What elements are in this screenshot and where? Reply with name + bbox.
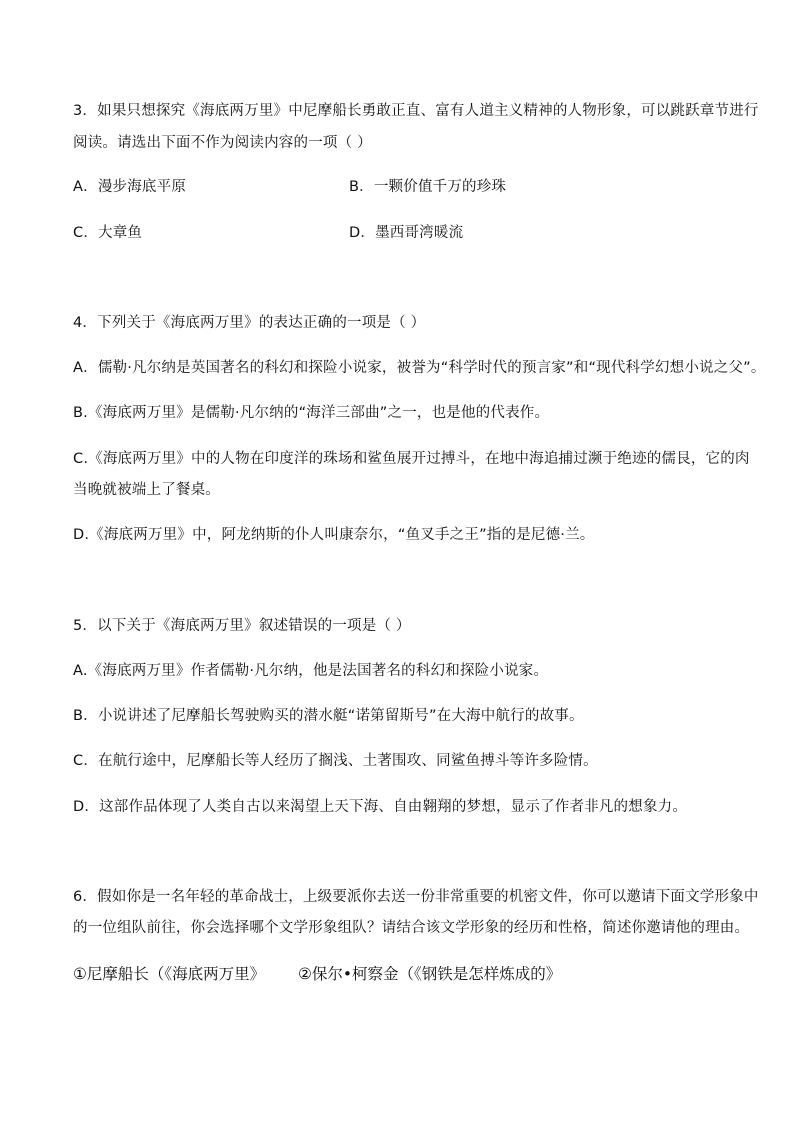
q4-option-a: A．儒勒·凡尔纳是英国著名的科幻和探险小说家，被誉为“科学时代的预言家”和“现代科学幻想小说之父”。 <box>73 360 766 376</box>
q4-option-c-line1: C.《海底两万里》中的人物在印度洋的珠场和鲨鱼展开过搏斗，在地中海追捕过濒于绝迹的儒艮，它的肉 <box>73 451 750 467</box>
q4-stem: 4．下列关于《海底两万里》的表达正确的一项是（ ） <box>73 315 426 331</box>
q3-option-a: A．漫步海底平原 <box>73 179 187 195</box>
q3-option-b: B．一颗价值千万的珍珠 <box>349 179 507 195</box>
q5-option-d: D．这部作品体现了人类自古以来渴望上天下海、自由翱翔的梦想，显示了作者非凡的想象力。 <box>73 799 688 815</box>
q3-stem-line1: 3．如果只想探究《海底两万里》中尼摩船长勇敢正直、富有人道主义精神的人物形象，可以跳跃章节进行 <box>73 103 759 119</box>
q5-option-a: A.《海底两万里》作者儒勒·凡尔纳，他是法国著名的科幻和探险小说家。 <box>73 663 549 679</box>
q3-option-d: D．墨西哥湾暖流 <box>349 225 464 241</box>
q5-option-b: B．小说讲述了尼摩船长驾驶购买的潜水艇“诺第留斯号”在大海中航行的故事。 <box>73 708 584 724</box>
q4-option-c-line2: 当晚就被端上了餐桌。 <box>73 482 220 498</box>
q5-stem: 5．以下关于《海底两万里》叙述错误的一项是（ ） <box>73 618 411 634</box>
q6-choice-1: ①尼摩船长（《海底两万里》 <box>73 965 266 983</box>
q4-option-b: B.《海底两万里》是儒勒·凡尔纳的“海洋三部曲”之一，也是他的代表作。 <box>73 405 550 421</box>
q6-stem-line2: 的一位组队前往，你会选择哪个文学形象组队？请结合该文学形象的经历和性格，简述你邀请他的理由。 <box>73 920 750 936</box>
q6-choice-2: ②保尔•柯察金（《钢铁是怎样炼成的》 <box>298 965 562 983</box>
q6-stem-line1: 6．假如你是一名年轻的革命战士，上级要派你去送一份非常重要的机密文件，你可以邀请下面文学形象中 <box>73 889 759 905</box>
q5-option-c: C．在航行途中，尼摩船长等人经历了搁浅、土著围攻、同鲨鱼搏斗等许多险情。 <box>73 753 598 769</box>
q3-stem-line2: 阅读。请选出下面不作为阅读内容的一项（ ） <box>73 135 372 151</box>
q4-option-d: D.《海底两万里》中，阿龙纳斯的仆人叫康奈尔，“鱼叉手之王”指的是尼德·兰。 <box>73 527 595 543</box>
q3-option-c: C．大章鱼 <box>73 225 143 241</box>
